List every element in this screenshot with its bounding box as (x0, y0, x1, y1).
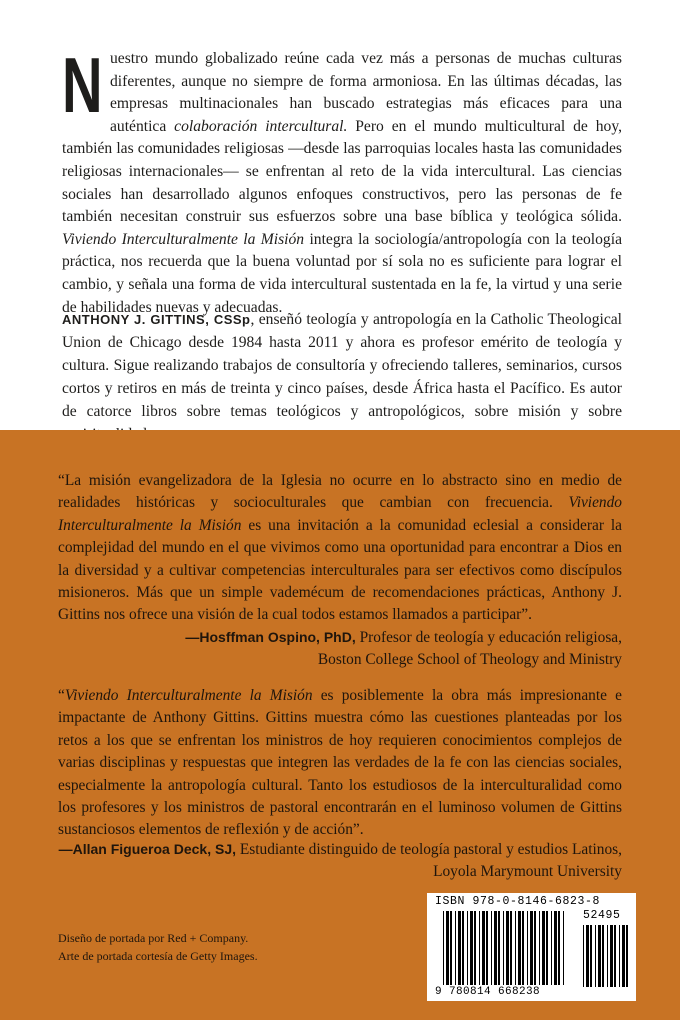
price-addon-number: 52495 (583, 909, 621, 922)
endorsement-attribution-2 (22, 838, 622, 884)
barcode-bar (470, 911, 473, 985)
quote1-part-1: “La misión evangelizadora de la Iglesia no ocurre en lo abstracto sino en medio de realidades históricas y socioculturales que cambian con frecuencia. (58, 472, 622, 512)
barcode-bar (607, 925, 608, 987)
barcode-bar (598, 925, 601, 987)
barcode-bar (554, 911, 557, 985)
quote1-author: —Hosffman Ospino, PhD, (185, 629, 356, 645)
author-bio (62, 308, 622, 446)
quote1-role: Profesor de teología y educación religiosa, (355, 629, 622, 646)
description-part-2: Pero en el mundo multicultural de hoy, también las comunidades religiosas —desde las parroquias locales hasta las comunidades religiosas internacionales— se enfrentan al reto de la vida intercultural. Las ciencias sociales han desarrollado algunos enfoques constructivos, pero las personas de fe también necesitan construir sus esfuerzos sobre una base bíblica y teológica sólida. (62, 117, 622, 226)
barcode-bar (474, 911, 476, 985)
isbn-barcode (427, 893, 636, 1001)
barcode-bar (494, 911, 497, 985)
barcode-bar (443, 911, 444, 985)
quote2-affiliation: Loyola Marymount University (433, 863, 622, 881)
barcode-bar (595, 925, 596, 987)
barcode-bar (467, 911, 468, 985)
barcode-bar (586, 925, 589, 987)
upper-white-panel (0, 0, 680, 430)
barcode-bar (482, 911, 485, 985)
endorsement-quote-2 (58, 685, 622, 842)
drop-cap: N (62, 41, 103, 129)
barcode-bar (622, 925, 625, 987)
barcode-bar (503, 911, 504, 985)
barcode-bar (614, 925, 616, 987)
barcode-bar (530, 911, 533, 985)
barcode-bar (546, 911, 548, 985)
description-part-3: integra la sociología/antropología con la teología práctica, nos recuerda que la buena voluntad por sí sola no es suficiente para lograr el cambio, y señala una forma de vida intercultural sustentada en la fe, la virtud y una serie de habilidades nuevas y adecuadas. (62, 230, 622, 316)
quote1-title-italic: Viviendo Interculturalmente la Misión (58, 494, 622, 534)
barcode-bar (506, 911, 509, 985)
isbn-label: ISBN 978-0-8146-6823-8 (435, 895, 601, 908)
barcode-bar (551, 911, 552, 985)
barcode-bar (486, 911, 488, 985)
barcode-bar (498, 911, 500, 985)
credit-art: Arte de portada cortesía de Getty Images. (58, 948, 258, 963)
barcode-bar (602, 925, 604, 987)
credit-design: Diseño de portada por Red + Company. (58, 931, 249, 945)
barcode-bar (558, 911, 560, 985)
barcode-number: 9 780814 668238 (435, 986, 541, 998)
barcode-bar (539, 911, 540, 985)
barcode-bar (527, 911, 528, 985)
book-title-italic: Viviendo Interculturalmente la Misión (62, 230, 305, 248)
barcode-bar (455, 911, 456, 985)
author-name: ANTHONY J. GITTINS, CSSp (62, 312, 251, 327)
barcode-bar (462, 911, 464, 985)
quote1-part-2: es una invitación a la comunidad eclesial a considerar la complejidad del mundo en el que vivimos como una oportunidad para encontrar a Dios en la diversidad y a cultivar competencias interculturales para ser efectivos como discípulos misioneros. Más que un simple vademécum de recomendaciones prácticas, Anthony J. Gittins nos ofrece una visión de la cual todos estamos llamados a participar”. (58, 516, 622, 624)
barcode-bar (510, 911, 512, 985)
barcode-bar (458, 911, 461, 985)
barcode-bar (515, 911, 516, 985)
barcode-bar (450, 911, 452, 985)
author-bio-text: , enseñó teología y antropología en la Catholic Theological Union de Chicago desde 1984 hasta 2011 y ahora es profesor emérito de teología y cultura. Sigue realizando trabajos de consultoría y ofreciendo talleres, seminarios, cursos cortos y retiros en más de treinta y cinco países, desde África hasta el Pacífico. Es autor de catorce libros sobre temas teológicos y antropológicos, sobre misión y sobre (62, 311, 623, 420)
quote2-open: “ (58, 687, 65, 704)
barcode-bar (446, 911, 449, 985)
quote2-role: Estudiante distinguido de teología pastoral y estudios Latinos, (236, 841, 622, 858)
barcode-bar (491, 911, 492, 985)
cover-credits (58, 930, 258, 965)
barcode-bar (619, 925, 620, 987)
barcode-bar (542, 911, 545, 985)
quote2-author: —Allan Figueroa Deck, SJ, (58, 841, 236, 857)
barcode-bar (610, 925, 613, 987)
barcode-bar (518, 911, 521, 985)
barcode-bar (522, 911, 524, 985)
barcode-bar (563, 911, 564, 985)
description-part-1: uestro mundo globalizado reúne cada vez más a personas de muchas culturas diferentes, aunque no siempre de forma armoniosa. En las últimas décadas, las empresas multinacionales han buscado estrategias más eficaces para una auténtica (110, 50, 622, 135)
book-description (62, 41, 622, 319)
endorsement-attribution-1 (22, 626, 622, 672)
endorsement-quote-1 (58, 470, 622, 627)
quote2-title-italic: Viviendo Interculturalmente la Misión (64, 687, 313, 704)
barcode-bar (590, 925, 592, 987)
barcode-bar (583, 925, 584, 987)
barcode-bar (534, 911, 536, 985)
barcode-bar (626, 925, 628, 987)
quote1-affiliation: Boston College School of Theology and Ministry (317, 651, 622, 669)
barcode-bar (479, 911, 480, 985)
description-italic-1: colaboración intercultural. (174, 117, 348, 135)
quote2-part-2: es posiblemente la obra más impresionante e impactante de Anthony Gittins. Gittins muestra cómo las cuestiones planteadas por los retos a los que se enfrentan los ministros de hoy requieren conocimientos complejos de varias disciplinas y respuestas que integren las verdades de la fe con las ciencias sociales, especialmente la antropología cultural. Tanto los estudiosos de la interculturalidad como los profesores y los ministros de pastoral encontrarán en el luminoso volumen de Gittins sustanciosos elementos de reflexión y de acción”. (58, 687, 622, 839)
